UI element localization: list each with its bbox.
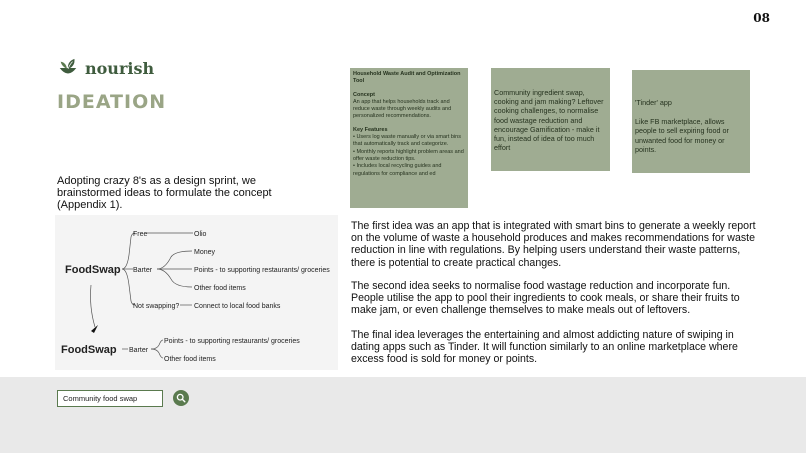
diagram-leaf-food-banks: Connect to local food banks [194,303,281,310]
card1-concept: An app that helps households track and reduce waste through weekly audits and personalized recommendations. [353,98,452,120]
brand-logo [57,57,154,79]
idea-card-tinder-app [632,70,750,173]
card1-feature: • Users log waste manually or via smart bins that automatically track and categorize. [353,134,461,148]
diagram-leaf-points: Points - to supporting restaurants/ groceries [194,267,330,274]
paragraph-second-idea: The second idea seeks to normalise food wastage reduction and incorporate fun. People utilise the app to pool their ingredients to cook meals, or share their fruits to make jam, or even challenge themselves to make meals out of leftovers. [351,280,740,317]
card3-text: Like FB marketplace, allows people to sell expiring food or unwanted food for money or points. [635,116,729,154]
idea-card-waste-audit [350,68,468,208]
diagram-root-top: FoodSwap [65,264,121,276]
search-icon [176,393,186,403]
diagram-leaf-olio: Olio [194,231,207,238]
leaf-bowl-icon [57,57,79,79]
page-title: IDEATION [57,91,167,113]
search-input[interactable] [57,390,163,407]
idea-card-ingredient-swap [491,68,610,171]
foodswap-diagram [55,215,338,370]
diagram-bottom-barter: Barter [129,347,149,354]
card1-feature: • Monthly reports highlight problem areas and offer waste reduction tips. [353,148,464,162]
brand-name: nourish [85,58,155,78]
paragraph-final-idea: The final idea leverages the entertaining and almost addicting nature of swiping in dating apps such as Tinder. It will function similarly to an online marketplace where excess food is sold for money or points. [351,329,738,366]
diagram-bottom-points: Points - to supporting restaurants/ groceries [164,338,300,345]
card3-title: 'Tinder' app [635,98,672,107]
diagram-root-bottom: FoodSwap [61,344,117,356]
search-button[interactable] [173,390,189,406]
footer-bar [0,377,806,453]
card1-features-label: Key Features [353,126,388,133]
card1-concept-label: Concept [353,91,375,98]
diagram-leaf-other-food: Other food items [194,285,246,292]
card1-feature: • Includes local recycling guides and regulations for compliance and ed [353,163,442,177]
diagram-bottom-other-food: Other food items [164,356,216,363]
diagram-branch-not-swapping: Not swapping? [133,303,180,310]
page-number: 08 [753,11,770,25]
diagram-leaf-money: Money [194,249,216,256]
intro-text: Adopting crazy 8's as a design sprint, we brainstormed ideas to formulate the concept (Appendix 1). [57,175,272,211]
diagram-branch-barter: Barter [133,267,153,274]
diagram-branch-free: Free [133,231,148,238]
card1-title: Household Waste Audit and Optimization Tool [353,71,461,85]
card2-text: Community ingredient swap, cooking and jam making? Leftover cooking challenges, to normalise food wastage reduction and encourage Gamification - make it fun, instead of idea of too much effort [494,88,604,153]
paragraph-first-idea: The first idea was an app that is integrated with smart bins to generate a weekly report on the volume of waste a household produces and makes recommendations for waste reduction in line with regulations. By helping users understand their waste patterns, there is potential to create practical changes. [351,220,756,269]
